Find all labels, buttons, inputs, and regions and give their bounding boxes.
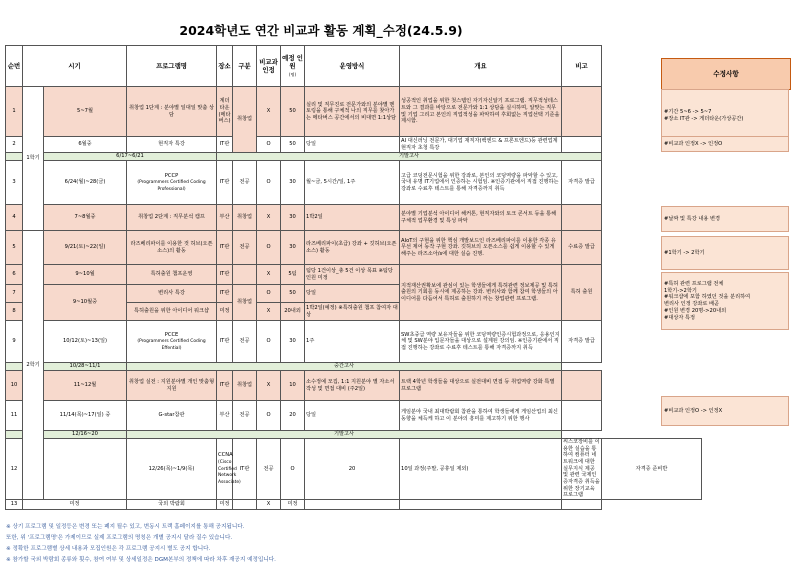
row-program: 국외 박람회 <box>127 499 217 509</box>
footnote: ※ 정확한 프로그램별 상세 내용과 모집인원은 각 프로그램 공지시 별도 공지 합니다. <box>6 546 211 552</box>
change-line: #비교과 인정X -> 인정O <box>664 140 723 147</box>
table-row <box>6 401 702 431</box>
row-no: 9 <box>6 321 23 363</box>
row-date: 6월중 <box>44 137 127 153</box>
table-row <box>6 321 702 363</box>
row-method: 팀당 1건이상_총 5건 이상 목표 ※팀당 인원 미정 <box>305 265 400 285</box>
row-summary: 성공적인 취업을 위한 첫스텝인 자기자신알기 프로그램. 직무적성테스트와 그 결과를 바탕으로 전문가와 1:1 상담을 실시하며, 알맞는 직무 및 기업 그리고 본인의 직업적성을 파악하여 후회없는 직업선택 기준을 제시함. <box>400 87 562 137</box>
row-type: 전공 <box>233 161 257 205</box>
row-remark <box>562 401 602 431</box>
row-place: IT관 <box>217 161 233 205</box>
row-method: 월~금, 5시간/일, 1주 <box>305 161 400 205</box>
row-remark: 자격증 준비반 <box>602 439 702 500</box>
row-type: 전공 <box>233 231 257 265</box>
row-program <box>127 321 217 363</box>
row-cert: X <box>257 87 281 137</box>
row-date: 7~8월중 <box>44 205 127 231</box>
row-place: 계더타운 (메타버스) <box>217 87 233 137</box>
row-cert: X <box>257 205 281 231</box>
row-type: 취창업 <box>233 371 257 401</box>
program-name: PCCE <box>164 331 179 338</box>
change-line: 변리사 인정 강좌로 배곧 <box>664 301 720 307</box>
change-line: #비교과 인정O -> 인정X <box>664 407 723 414</box>
change-note-1 <box>661 89 789 142</box>
row-method: 1주 <box>305 321 400 363</box>
change-line: 1학기->2학기 <box>664 287 697 294</box>
exam-row <box>6 153 702 161</box>
row-type: 전공 <box>233 401 257 431</box>
row-cert: X <box>257 303 281 321</box>
row-method: 소수정예 모집, 1:1 지원분야 별 자소서 작성 및 면접 대비 (주2일) <box>305 371 400 401</box>
header-program: 프로그램명 <box>127 46 217 87</box>
row-date: 11~12월 <box>44 371 127 401</box>
row-program: 라즈베리파이를 이용한 것 허브(오픈소스)의 활동 <box>127 231 217 265</box>
row-remark <box>562 87 602 137</box>
header-period: 시기 <box>23 46 127 87</box>
row-no: 3 <box>6 161 23 205</box>
change-note-4 <box>661 206 789 232</box>
row-date: 5~7월 <box>44 87 127 137</box>
header-summary: 개요 <box>400 46 562 87</box>
row-remark <box>562 371 602 401</box>
row-place: IT관 <box>217 265 233 285</box>
row-count: 30 <box>281 205 305 231</box>
row-summary: 분야별 기업분석 아이디어 해커톤, 현직자와의 토크 콘서트 등을 통해 구체적 업무환경 및 특성 파악 <box>400 205 562 231</box>
row-type: 전공 <box>233 321 257 363</box>
row-summary: 씨스코장비를 이용한 실습을 통하여 컴퓨터 네트워크에 대한 실무지식 제공 및 관련 국제인증자격증 취득을 위한 장기교육 프로그램 <box>563 439 600 499</box>
header-no: 순번 <box>6 46 23 87</box>
row-program: 특허출원을 위한 아이디어 워크샵 <box>127 303 217 321</box>
row-method: 10일 과정(주말, 공휴일 제외) <box>400 439 562 500</box>
table-row <box>6 499 702 509</box>
program-name: PCCP <box>164 172 179 179</box>
header-row <box>6 46 702 87</box>
footnote: ※ 참가할 국외 박람회 종류와 횟수, 참여 여부 및 상세일정은 DGM본부의 정책에 따라 차후 재공지 예정입니다. <box>6 557 276 563</box>
row-cert: X <box>257 371 281 401</box>
row-count: 20내외 <box>281 303 305 321</box>
row-type: 취창업 <box>233 87 257 153</box>
row-cert: O <box>257 161 281 205</box>
row-no: 12 <box>6 439 23 500</box>
header-cert: 비교과 인정 <box>257 46 281 87</box>
row-count: 20 <box>281 401 305 431</box>
header-place: 장소 <box>217 46 233 87</box>
exam-row <box>6 431 702 439</box>
header-method: 운영방식 <box>305 46 400 87</box>
row-method: 1박2일(예정) ※특허출원 챔프 참여자 대상 <box>305 303 400 321</box>
exam-blank <box>6 363 23 371</box>
exam-blank <box>6 431 23 439</box>
row-no: 10 <box>6 371 23 401</box>
program-name: CCNA <box>218 452 233 459</box>
row-place: IT관 <box>217 231 233 265</box>
change-note-2 <box>661 136 789 152</box>
row-date: 9~10월 <box>44 265 127 285</box>
exam-row <box>6 363 702 371</box>
row-type <box>233 499 257 509</box>
header-plan <box>281 46 305 87</box>
row-no: 11 <box>6 401 23 431</box>
exam-label: 중간고사 <box>127 363 562 371</box>
exam-blank <box>6 153 23 161</box>
row-no: 7 <box>6 285 23 303</box>
row-count: 50 <box>281 137 305 153</box>
row-count: 50 <box>281 285 305 303</box>
change-line: #특허 관련 프로그램 전체 <box>664 280 724 287</box>
row-summary <box>400 499 562 509</box>
table-row <box>6 371 702 401</box>
row-type <box>233 265 257 285</box>
row-cert: O <box>257 285 281 303</box>
change-line: #날짜 및 특강 내용 변경 <box>664 215 721 222</box>
row-date: 12/26(목)~1/9(목) <box>127 439 217 500</box>
program-sub: (Programmers Certified Coding Professional) <box>137 180 206 192</box>
row-summary: 고급 코딩전문시험을 위한 강좌로, 본인의 코딩역량을 파악할 수 있고, 국내 유명 IT기업에서 인증하는 시험임. ※인증기관에서 직접 진행하는 강좌로 수료후 테스트를 통해 자격증까지 취득 <box>400 161 562 205</box>
row-program: 취창업 2단계 : 직무분석 캠프 <box>127 205 217 231</box>
row-program: 취창업 1단계 : 분야별 일대일 맞춤 상담 <box>127 87 217 137</box>
table-row <box>6 205 702 231</box>
row-no: 2 <box>6 137 23 153</box>
row-remark: 수료증 발급 <box>562 231 602 265</box>
row-remark <box>562 205 602 231</box>
row-summary: 트랙 4학년 학생들을 대상으로 실전대비 면접 등 취업역량 강화 특별 프로그램 <box>400 371 562 401</box>
row-count: 50 <box>281 87 305 137</box>
program-sub: (Programmers Certified Coding Effential) <box>137 339 206 351</box>
row-summary: AIoT의 구현을 위한 핵심 개발보드인 라즈베리파이를 이용한 각종 유무선 제어 동작 구현 강좌. 깃허브의 오픈소스를 쉽게 이용할 수 있게 해주는 라즈소아/s에 대한 실습 진행. <box>400 231 562 265</box>
row-summary: 게임분야 국내 최대박람회 참관을 통하여 학생들에게 게임산업의 최신동향을 체득케 하고 이 분야의 흥미를 제고하기 위한 행사 <box>400 401 562 431</box>
row-cert: X <box>257 499 281 509</box>
row-count: 5팀 <box>281 265 305 285</box>
row-method: 실리 및 직무진로 전문가와의 분야별 멘토링을 통해 구체적 나의 직무를 찾아가는 메타버스 공간에서의 비대면 1:1상담 <box>305 87 400 137</box>
row-date: 미정 <box>23 499 127 509</box>
change-note-5 <box>661 236 789 270</box>
row-count: 30 <box>281 161 305 205</box>
footnote: ※ 상기 프로그램 및 일정등은 변경 또는 폐지 될수 있고, 변동시 트랙 홈페이지를 통해 공지됩니다. <box>6 524 245 530</box>
header-plan-unit: (명) <box>288 72 297 78</box>
row-place: IT관 <box>217 285 233 303</box>
row-program <box>127 161 217 205</box>
row-type: 전공 <box>257 439 281 500</box>
row-cert: X <box>257 265 281 285</box>
row-remark: 자격증 발급 <box>562 161 602 205</box>
row-method: 1박2일 <box>305 205 400 231</box>
row-place: IT관 <box>233 439 257 500</box>
row-count: 30 <box>281 321 305 363</box>
header-remark: 비고 <box>562 46 602 87</box>
row-remark <box>562 499 602 509</box>
row-cert: O <box>257 321 281 363</box>
row-date: 9~10월중 <box>44 285 127 321</box>
exam-date: 6/17~6/21 <box>44 153 217 161</box>
row-semester-blank <box>44 439 127 500</box>
row-date: 9/21(토)~22(일) <box>44 231 127 265</box>
row-program: 변리사 특강 <box>127 285 217 303</box>
table-row <box>6 161 702 205</box>
exam-label: 기말고사 <box>127 431 562 439</box>
table-row <box>6 137 702 153</box>
row-count: 20 <box>305 439 400 500</box>
row-no: 1 <box>6 87 23 137</box>
row-method <box>305 499 400 509</box>
activity-plan-table <box>5 45 702 510</box>
row-place: IT관 <box>217 137 233 153</box>
row-remark: 자격증 발급 <box>562 321 602 363</box>
changes-header: 수정사항 <box>661 58 791 90</box>
header-plan-label: 예정 인원 <box>282 53 303 70</box>
row-no: 4 <box>6 205 23 231</box>
row-method: 라즈베리파이(초급) 강좌 + 깃허브(오픈소스) 활동 <box>305 231 400 265</box>
row-no: 6 <box>6 265 23 285</box>
row-remark: 특허 출원 <box>562 265 602 321</box>
row-no: 13 <box>6 499 23 509</box>
semester-first: 1학기 <box>23 87 44 231</box>
page-title: 2024학년도 연간 비교과 활동 계획_수정(24.5.9) <box>179 23 463 38</box>
row-count: 10 <box>281 371 305 401</box>
row-place: 부산 <box>217 401 233 431</box>
row-method: 당일 <box>305 285 400 303</box>
row-place: IT관 <box>217 321 233 363</box>
row-program: 현직자 특강 <box>127 137 217 153</box>
row-method: 당일 <box>305 137 400 153</box>
row-cert: O <box>257 231 281 265</box>
table-row <box>6 265 702 285</box>
row-remark <box>562 137 602 153</box>
row-program: G-star참관 <box>127 401 217 431</box>
row-type: 취창업 <box>233 205 257 231</box>
row-date: 10/12(토)~13(일) <box>44 321 127 363</box>
row-place: IT관 <box>217 371 233 401</box>
change-note-10 <box>661 396 789 426</box>
row-type: 취창업 <box>233 285 257 321</box>
program-sub: (Cisco Certified Network Associate) <box>218 459 241 485</box>
row-count: 미정 <box>281 499 305 509</box>
change-note-6-8 <box>661 272 789 330</box>
row-program: 특허출원 챔프운영 <box>127 265 217 285</box>
change-line: #인원 변경 20명->20내외 <box>664 307 727 314</box>
semester-second: 2학기 <box>23 231 44 500</box>
row-cert: O <box>281 439 305 500</box>
change-line: #장소 IT관 -> 게더타운(가상공간) <box>664 115 744 122</box>
change-line: #대상자 특정 <box>664 314 696 321</box>
row-summary: 지적재산권확보에 관심이 있는 학생들에게 특허관련 정보제공 및 특허 출원의 기회를 동시에 제공하는 강좌. 변리사와 함께 참여 학생들의 아이디어를 다듬어서 특허로 출원하기 까는 창업관련 프로그램. <box>400 265 562 321</box>
change-line: #워크샵에 포함 하였던 것을 분리하여 <box>664 294 751 301</box>
row-no: 8 <box>6 303 23 321</box>
row-date: 6/24(월)~28(금) <box>44 161 127 205</box>
row-cert: O <box>257 137 281 153</box>
row-date: 11/14(목)~17(일) 중 <box>44 401 127 431</box>
table-row <box>6 87 702 137</box>
header-type: 구분 <box>233 46 257 87</box>
row-count: 30 <box>281 231 305 265</box>
change-line: #기간 5~6 -> 5~7 <box>664 108 712 115</box>
exam-date: 12/16~20 <box>44 431 127 439</box>
row-summary: AI 대신러닝 전문가, 대기업 재직자(백엔드 & 프론트엔드)등 관련업계 현직자 초청 특강 <box>400 137 562 153</box>
row-place: 미정 <box>217 303 233 321</box>
table-row <box>6 439 702 500</box>
row-place: 부산 <box>217 205 233 231</box>
footnote: 또한, 위 '프로그램명'은 가제이므로 실제 프로그램의 명칭은 개별 공지시 달라 질수 있습니다. <box>6 535 233 541</box>
row-cert: O <box>257 401 281 431</box>
row-program <box>217 439 241 500</box>
row-place: 미정 <box>217 499 233 509</box>
change-line: #1학기 -> 2학기 <box>664 249 705 256</box>
row-summary: SW초중급 역량 보유자들을 위한 코딩역량인증시험과정으로, 응용인지체 및 SW분야 입문자들을 대상으로 설계된 강의임. ※인증기관에서 직접 진행하는 강좌로 수료후 테스트를 통해 자격증까지 취득 <box>400 321 562 363</box>
row-no: 5 <box>6 231 23 265</box>
row-method: 당일 <box>305 401 400 431</box>
row-program: 취창업 실전 : 지원분야별 개인 맞춤형 지원 <box>127 371 217 401</box>
exam-label: 기말고사 <box>217 153 602 161</box>
table-row <box>6 231 702 265</box>
exam-date: 10/28~11/1 <box>44 363 127 371</box>
